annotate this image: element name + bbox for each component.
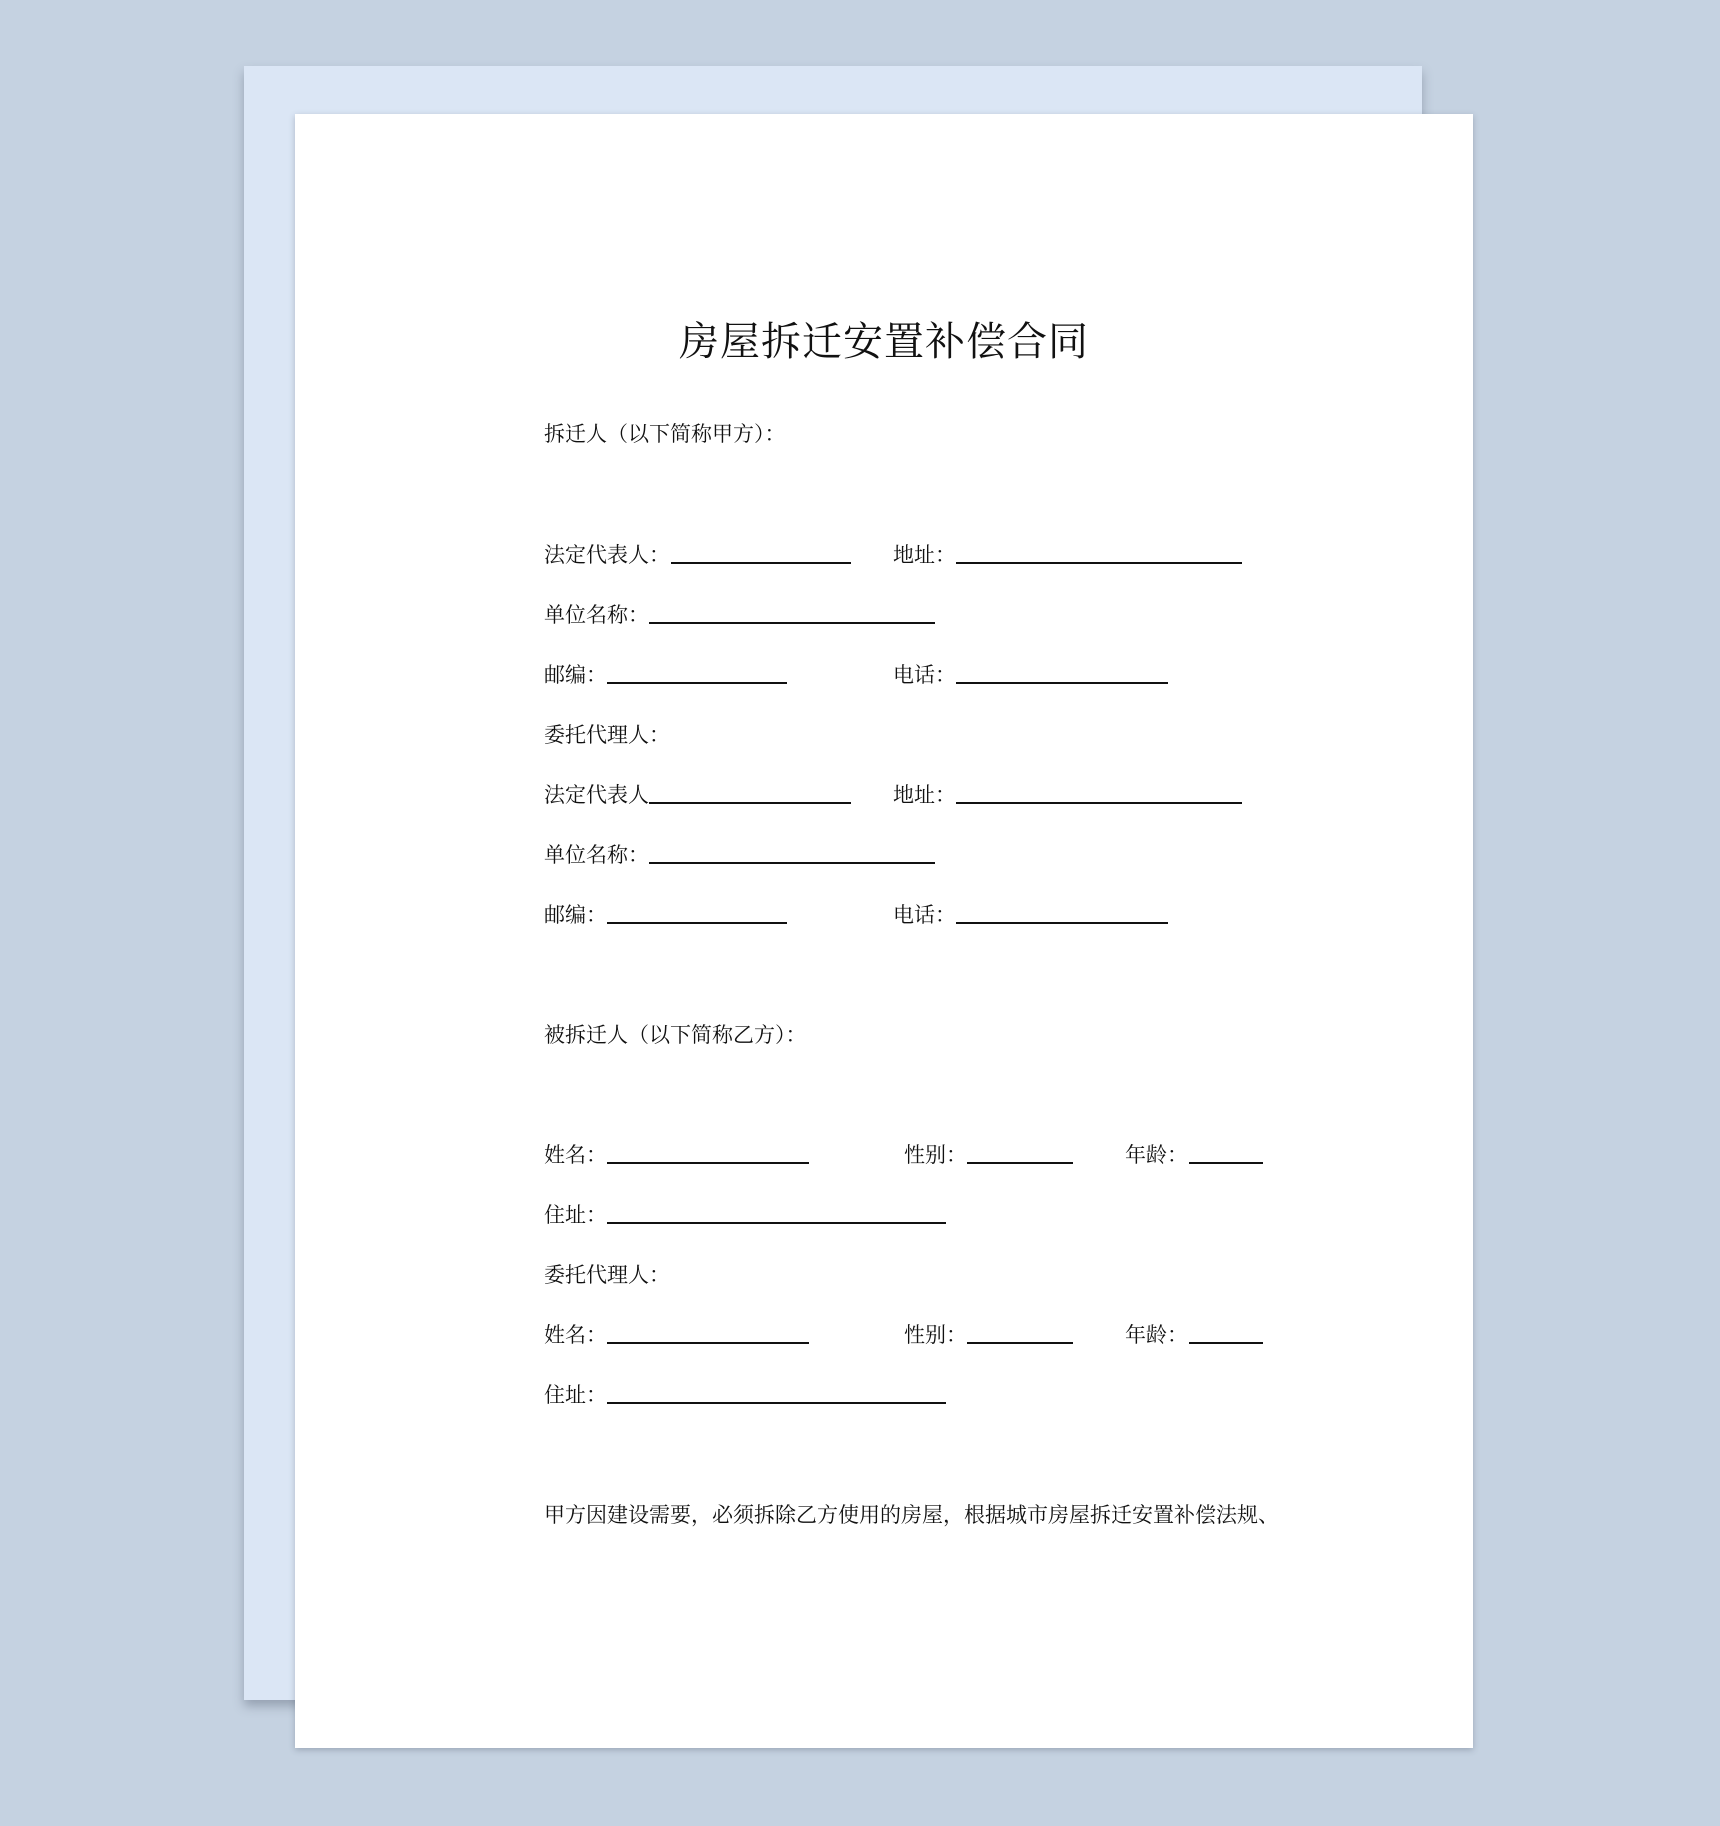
contract-page	[295, 114, 1473, 1748]
party-b-agent-name-label: 姓名：	[544, 1323, 607, 1347]
party-a-agent-legal-rep-blank[interactable]	[649, 802, 851, 804]
party-a-agent-postcode-blank[interactable]	[607, 922, 787, 924]
party-a-agent-postcode-label: 邮编：	[544, 903, 607, 927]
party-a-phone-label: 电话：	[893, 663, 956, 687]
party-b-agent-residence-label: 住址：	[544, 1383, 607, 1407]
party-a-agent-unit-name-label: 单位名称：	[544, 843, 649, 867]
party-b-residence-label: 住址：	[544, 1203, 607, 1227]
party-b-gender-label: 性别：	[904, 1143, 967, 1167]
party-b-agent-residence-blank[interactable]	[607, 1402, 946, 1404]
party-b-agent-gender-blank[interactable]	[967, 1342, 1073, 1344]
party-a-legal-rep-label: 法定代表人：	[544, 543, 670, 567]
party-b-gender-blank[interactable]	[967, 1162, 1073, 1164]
party-b-agent-name-blank[interactable]	[607, 1342, 809, 1344]
party-a-agent-address-label: 地址：	[893, 783, 956, 807]
party-b-name-blank[interactable]	[607, 1162, 809, 1164]
party-a-agent-phone-blank[interactable]	[956, 922, 1168, 924]
party-b-heading: 被拆迁人（以下简称乙方）：	[544, 1023, 807, 1047]
party-b-agent-age-blank[interactable]	[1189, 1342, 1263, 1344]
party-b-residence-blank[interactable]	[607, 1222, 946, 1224]
party-b-name-label: 姓名：	[544, 1143, 607, 1167]
party-a-address-label: 地址：	[893, 543, 956, 567]
party-b-agent-heading: 委托代理人：	[544, 1263, 670, 1287]
party-a-agent-address-blank[interactable]	[956, 802, 1242, 804]
party-b-agent-gender-label: 性别：	[904, 1323, 967, 1347]
party-a-phone-blank[interactable]	[956, 682, 1168, 684]
party-a-heading: 拆迁人（以下简称甲方）：	[544, 422, 786, 446]
party-a-agent-heading: 委托代理人：	[544, 723, 670, 747]
party-a-address-blank[interactable]	[956, 562, 1242, 564]
party-a-agent-unit-name-blank[interactable]	[649, 862, 935, 864]
page-title: 房屋拆迁安置补偿合同	[679, 319, 1089, 365]
party-b-age-label: 年龄：	[1125, 1143, 1188, 1167]
body-paragraph: 甲方因建设需要，必须拆除乙方使用的房屋，根据城市房屋拆迁安置补偿法规、	[544, 1503, 1279, 1527]
party-a-unit-name-blank[interactable]	[649, 622, 935, 624]
party-a-agent-phone-label: 电话：	[893, 903, 956, 927]
party-a-unit-name-label: 单位名称：	[544, 603, 649, 627]
party-b-agent-age-label: 年龄：	[1125, 1323, 1188, 1347]
party-b-age-blank[interactable]	[1189, 1162, 1263, 1164]
party-a-postcode-blank[interactable]	[607, 682, 787, 684]
party-a-legal-rep-blank[interactable]	[671, 562, 851, 564]
party-a-agent-legal-rep-label: 法定代表人	[544, 783, 649, 807]
party-a-postcode-label: 邮编：	[544, 663, 607, 687]
